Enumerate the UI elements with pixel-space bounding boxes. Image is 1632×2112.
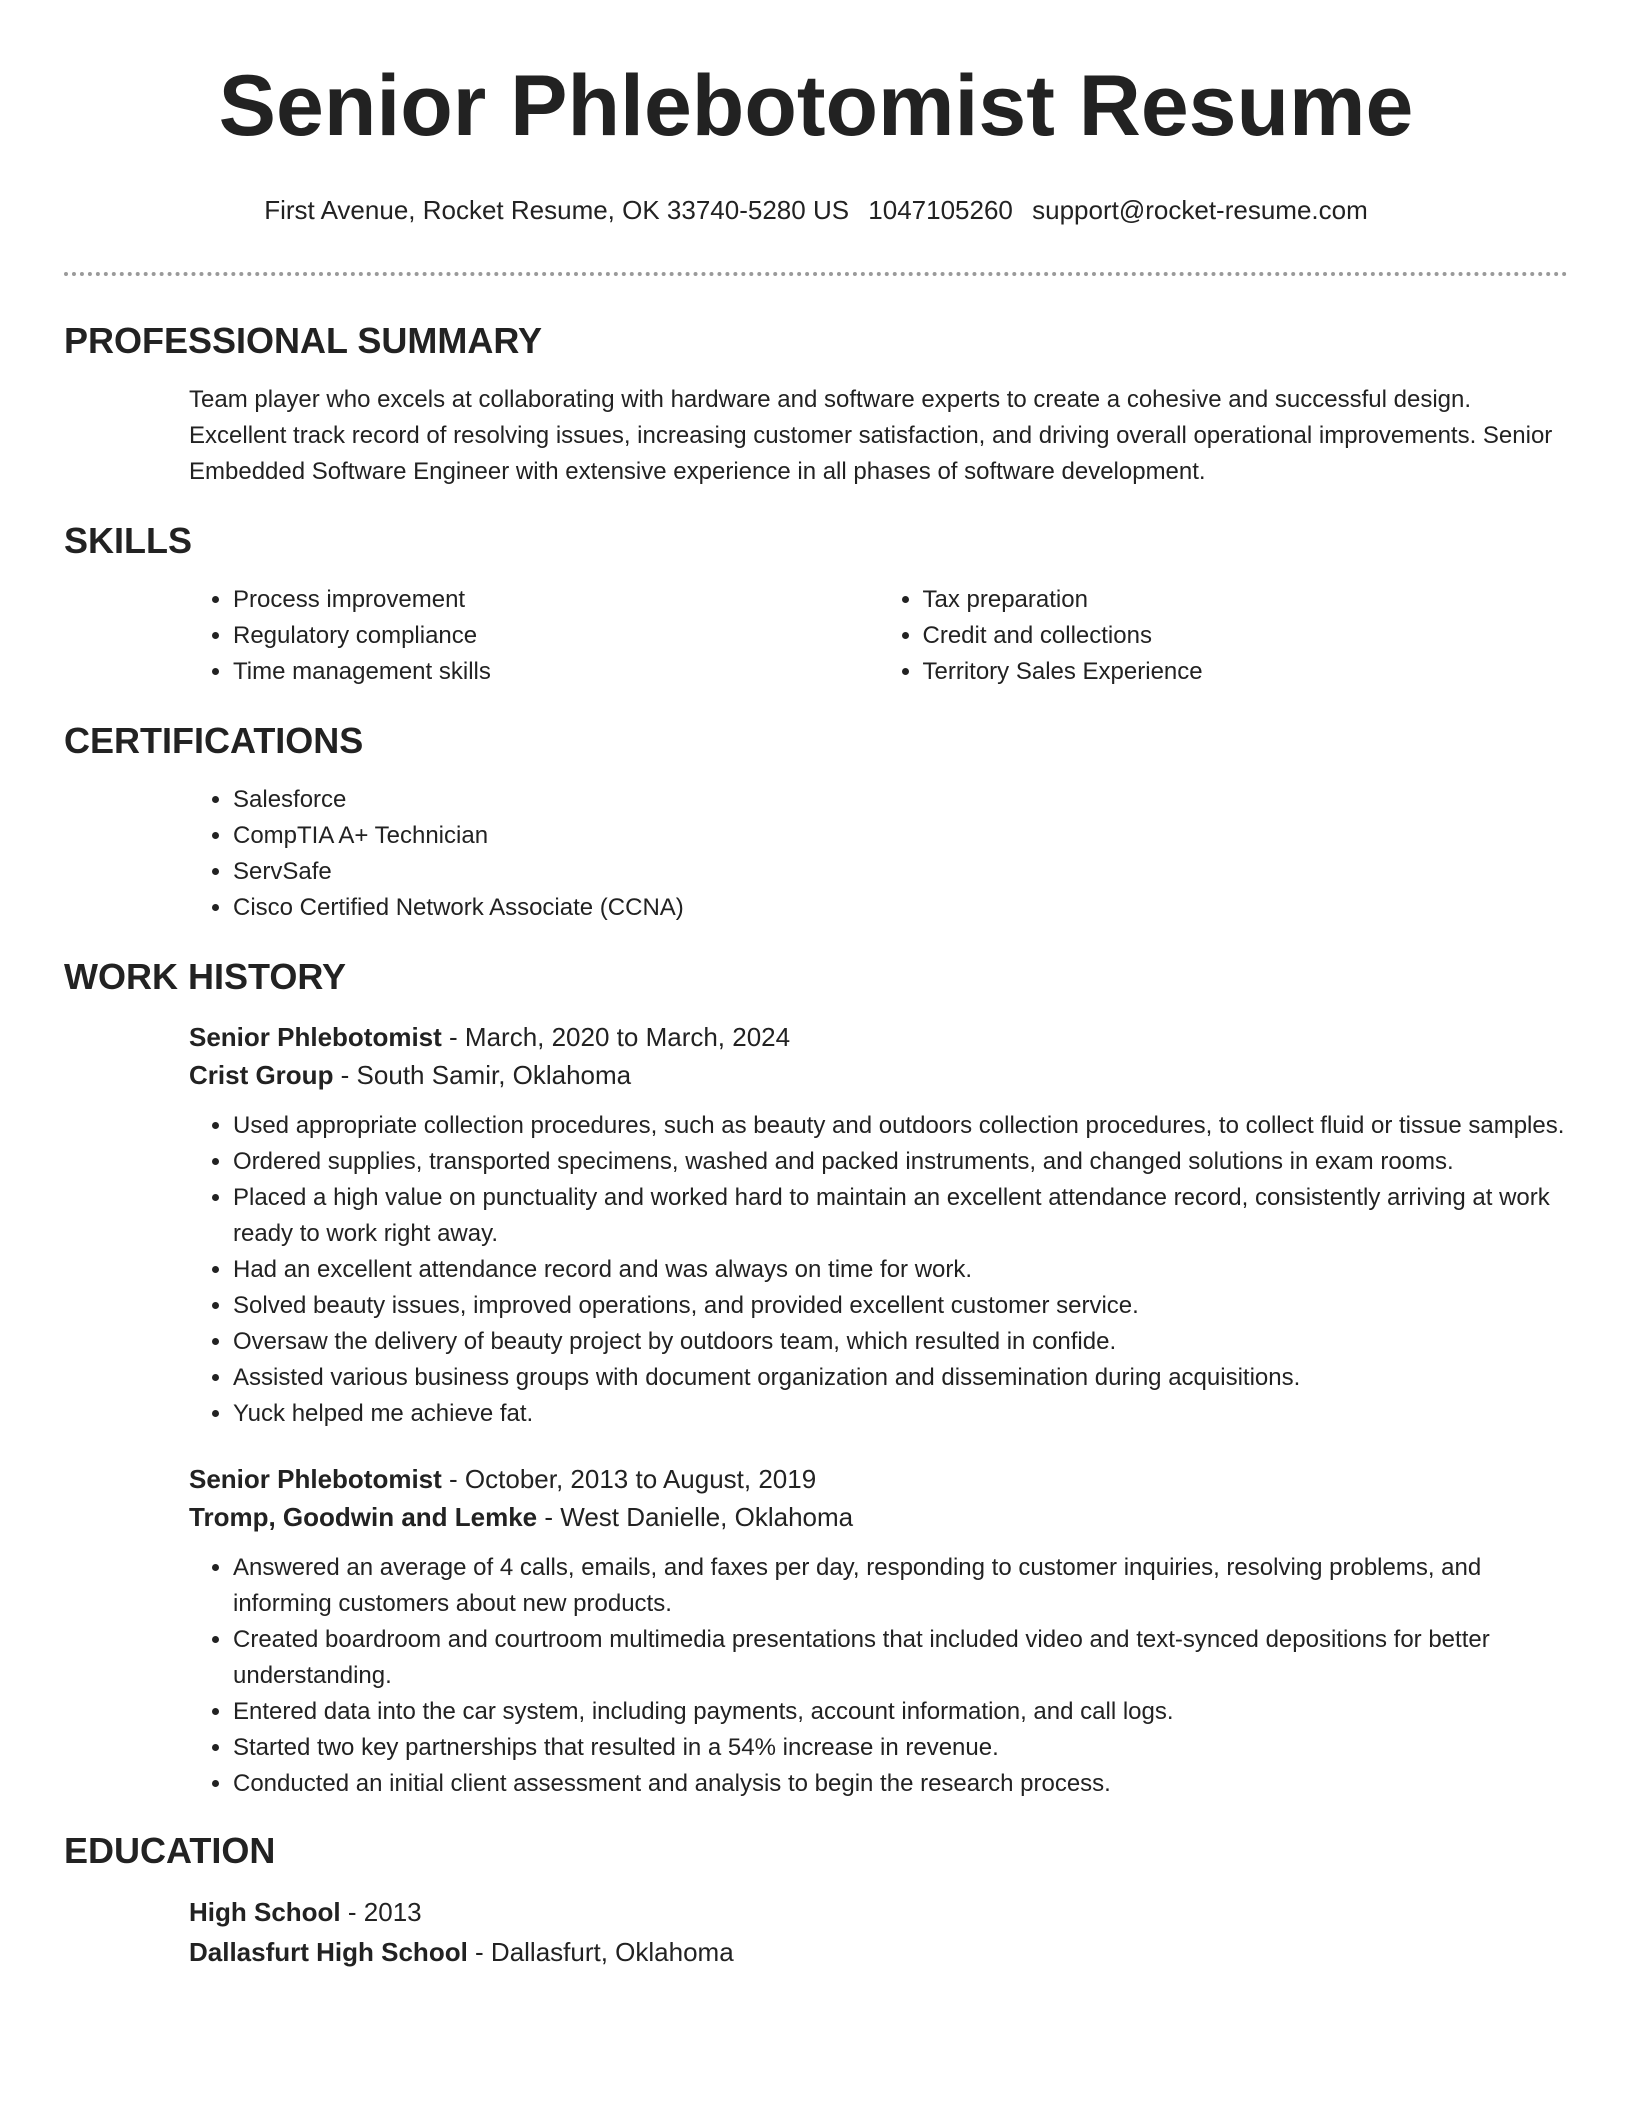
job-dates: - October, 2013 to August, 2019 xyxy=(441,1464,817,1494)
job-bullet: • Answered an average of 4 calls, emails, and faxes per day, responding to customer inquiries, resolving problems, and informing customers about new products. xyxy=(233,1550,1568,1622)
skills-column-right xyxy=(879,582,1569,690)
certification-item: • Salesforce xyxy=(233,782,1568,818)
certifications-list xyxy=(189,782,1568,926)
job-bullet: • Solved beauty issues, improved operations, and provided excellent customer service. xyxy=(233,1288,1568,1324)
education-heading: EDUCATION xyxy=(64,1830,276,1871)
contact-address: First Avenue, Rocket Resume, OK 33740-5280 US xyxy=(264,195,850,225)
job-bullet: • Entered data into the car system, including payments, account information, and call logs. xyxy=(233,1694,1568,1730)
certifications-heading: CERTIFICATIONS xyxy=(64,720,364,761)
job-dates: - March, 2020 to March, 2024 xyxy=(441,1022,791,1052)
work-history-body xyxy=(189,1018,1568,1802)
education-section xyxy=(64,1830,1568,1972)
job-company-line xyxy=(189,1056,1568,1094)
skill-item: • Regulatory compliance xyxy=(233,618,879,654)
job-bullet: • Placed a high value on punctuality and worked hard to maintain an excellent attendance record, consistently arriving at work ready to work right away. xyxy=(233,1180,1568,1252)
skills-heading: SKILLS xyxy=(64,520,193,561)
job-bullet: • Yuck helped me achieve fat. xyxy=(233,1396,1568,1432)
certification-item: • Cisco Certified Network Associate (CCNA) xyxy=(233,890,1568,926)
job-company: Tromp, Goodwin and Lemke xyxy=(189,1502,538,1532)
certifications-body xyxy=(189,782,1568,926)
job-bullet: • Oversaw the delivery of beauty project by outdoors team, which resulted in confide. xyxy=(233,1324,1568,1360)
job-company-line xyxy=(189,1498,1568,1536)
contact-phone: 1047105260 xyxy=(868,195,1013,225)
education-year: - 2013 xyxy=(340,1897,422,1927)
job-bullet: • Created boardroom and courtroom multimedia presentations that included video and text-synced depositions for better understanding. xyxy=(233,1622,1568,1694)
skill-item: • Credit and collections xyxy=(923,618,1569,654)
contact-line xyxy=(64,194,1568,226)
certification-item: • ServSafe xyxy=(233,854,1568,890)
skills-column-left xyxy=(189,582,879,690)
skills-section xyxy=(64,520,1568,690)
education-degree-line xyxy=(189,1892,1568,1932)
education-location: - Dallasfurt, Oklahoma xyxy=(467,1937,734,1967)
job-title-line xyxy=(189,1018,1568,1056)
job-title-line xyxy=(189,1460,1568,1498)
job-bullet: • Conducted an initial client assessment and analysis to begin the research process. xyxy=(233,1766,1568,1802)
job-bullet: • Started two key partnerships that resulted in a 54% increase in revenue. xyxy=(233,1730,1568,1766)
certification-item: • CompTIA A+ Technician xyxy=(233,818,1568,854)
header-divider xyxy=(64,272,1568,276)
job-entry xyxy=(189,1460,1568,1802)
job-bullet: • Assisted various business groups with document organization and dissemination during acquisitions. xyxy=(233,1360,1568,1396)
page-title: Senior Phlebotomist Resume xyxy=(218,58,1414,154)
skill-item: • Territory Sales Experience xyxy=(923,654,1569,690)
job-bullets xyxy=(189,1550,1568,1802)
job-company: Crist Group xyxy=(189,1060,334,1090)
work-history-heading: WORK HISTORY xyxy=(64,956,347,997)
job-role: Senior Phlebotomist xyxy=(189,1022,442,1052)
job-bullet: • Used appropriate collection procedures, such as beauty and outdoors collection procedures, to collect fluid or tissue samples. xyxy=(233,1108,1568,1144)
job-role: Senior Phlebotomist xyxy=(189,1464,442,1494)
work-history-section xyxy=(64,956,1568,1802)
summary-section xyxy=(64,320,1568,490)
summary-heading: PROFESSIONAL SUMMARY xyxy=(64,320,543,361)
job-location: - South Samir, Oklahoma xyxy=(333,1060,632,1090)
contact-email: support@rocket-resume.com xyxy=(1032,195,1368,225)
skill-item: • Tax preparation xyxy=(923,582,1569,618)
education-degree: High School xyxy=(189,1897,341,1927)
job-location: - West Danielle, Oklahoma xyxy=(537,1502,854,1532)
education-school-line xyxy=(189,1932,1568,1972)
job-entry xyxy=(189,1018,1568,1432)
job-bullet: • Had an excellent attendance record and was always on time for work. xyxy=(233,1252,1568,1288)
skill-item: • Process improvement xyxy=(233,582,879,618)
skills-list xyxy=(189,582,1568,690)
job-bullets xyxy=(189,1108,1568,1432)
skill-item: • Time management skills xyxy=(233,654,879,690)
job-bullet: • Ordered supplies, transported specimens, washed and packed instruments, and changed solutions in exam rooms. xyxy=(233,1144,1568,1180)
summary-body xyxy=(189,382,1568,490)
certifications-section xyxy=(64,720,1568,926)
education-body xyxy=(189,1892,1568,1972)
resume-header xyxy=(64,0,1568,226)
summary-text: Team player who excels at collaborating with hardware and software experts to create a cohesive and successful design. Excellent track record of resolving issues, increasing customer satisfaction, and driving overall operational improvements. Senior Embedded Software Engineer with extensive experience in all phases of software development. xyxy=(189,386,1553,485)
education-school: Dallasfurt High School xyxy=(189,1937,468,1967)
